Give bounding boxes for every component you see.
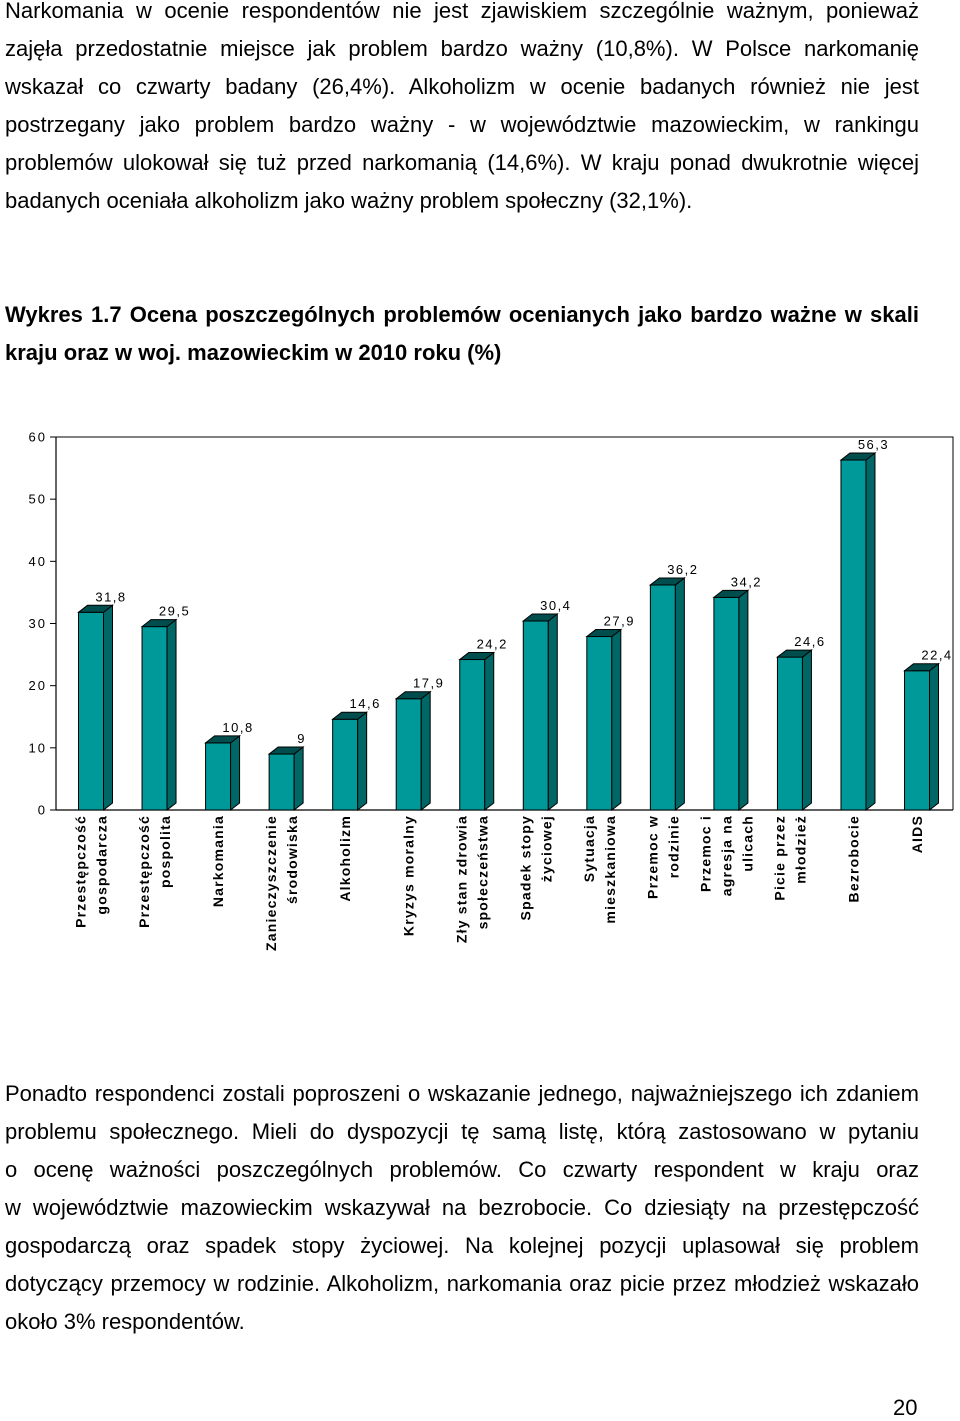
category-label: mieszkaniowa: [601, 815, 618, 924]
y-tick-label: 40: [28, 553, 47, 569]
bar: [841, 460, 866, 810]
category-label: Zły stan zdrowia: [453, 815, 470, 944]
caption-line: kraju oraz w woj. mazowieckim w 2010 roku (%): [5, 340, 502, 365]
bar: [142, 627, 167, 810]
category-label: życiowej: [538, 815, 555, 883]
bar: [905, 671, 930, 810]
bar: [587, 637, 612, 810]
bar-side: [104, 605, 113, 810]
bar: [79, 612, 104, 810]
category-label: Sytuacja: [580, 815, 597, 883]
value-label: 29,5: [158, 603, 191, 619]
value-label: 34,2: [730, 574, 763, 590]
category-label: Spadek stopy: [517, 815, 534, 921]
paragraph-line: około 3% respondentów.: [5, 1309, 245, 1334]
bar-side: [866, 453, 875, 810]
category-label: agresja na: [718, 815, 735, 897]
bar-chart: [0, 420, 960, 980]
paragraph-line: postrzegany jako problem bardzo ważny - w województwie mazowieckim, w rankingu: [5, 112, 919, 137]
bar: [460, 660, 485, 810]
paragraph-line: badanych oceniała alkoholizm jako ważny problem społeczny (32,1%).: [5, 188, 693, 213]
bar-side: [675, 578, 684, 810]
paragraph-line: Ponadto respondenci zostali poproszeni o wskazanie jednego, najważniejszego ich zdaniem: [5, 1081, 919, 1106]
category-label: ulicach: [739, 815, 756, 872]
value-label: 9: [297, 731, 306, 747]
intro-paragraph: [5, 0, 919, 220]
bar-side: [358, 712, 367, 810]
category-label: Alkoholizm: [337, 815, 354, 902]
y-tick-label: 60: [28, 429, 47, 445]
bar: [650, 585, 675, 810]
paragraph-line: problemów ulokował się tuż przed narkomanią (14,6%). W kraju ponad dwukrotnie więcej: [5, 150, 919, 175]
category-label: Przemoc i: [697, 815, 714, 892]
y-tick-label: 20: [28, 678, 47, 694]
bar-side: [739, 590, 748, 810]
bar: [333, 719, 358, 810]
bar-side: [421, 692, 430, 810]
category-label: gospodarcza: [93, 815, 110, 915]
value-label: 36,2: [667, 561, 699, 577]
paragraph-line: wskazał co czwarty badany (26,4%). Alkoholizm w ocenie badanych również nie jest: [5, 74, 919, 99]
category-label: Bezrobocie: [845, 815, 862, 903]
category-label: Kryzys moralny: [400, 815, 417, 937]
paragraph-line: problemu społecznego. Mieli do dyspozycji tę samą listę, którą zastosowano w pytaniu: [5, 1119, 919, 1144]
category-label: środowiska: [284, 815, 301, 905]
caption-line: Wykres 1.7 Ocena poszczególnych problemów ocenianych jako bardzo ważne w skali: [5, 302, 919, 327]
paragraph-line: Narkomania w ocenie respondentów nie jest zjawiskiem szczególnie ważnym, ponieważ: [5, 0, 919, 23]
value-label: 22,4: [921, 647, 953, 663]
bar-side: [930, 664, 939, 810]
bar-side: [548, 614, 557, 810]
category-label: społeczeństwa: [474, 815, 491, 930]
page-number: 20: [893, 1395, 918, 1420]
value-label: 24,6: [794, 634, 826, 650]
paragraph-line: gospodarczą oraz spadek stopy życiowej. Na kolejnej pozycji uplasował się problem: [5, 1233, 919, 1258]
closing-paragraph: [5, 1075, 919, 1341]
y-tick-label: 50: [28, 491, 47, 507]
paragraph-line: dotyczący przemocy w rodzinie. Alkoholizm, narkomania oraz picie przez młodzież wskazało: [5, 1271, 919, 1296]
category-label: młodzież: [792, 815, 809, 884]
value-label: 10,8: [222, 719, 254, 735]
category-label: Przestępczość: [136, 815, 153, 928]
paragraph-line: zajęła przedostatnie miejsce jak problem bardzo ważny (10,8%). W Polsce narkomanię: [5, 36, 919, 61]
bar: [396, 699, 421, 810]
category-label: rodzinie: [665, 815, 682, 879]
value-label: 27,9: [603, 613, 635, 629]
bar-side: [167, 620, 176, 810]
category-label: pospolita: [157, 815, 174, 889]
category-label: Przestępczość: [72, 815, 89, 928]
bar: [206, 743, 231, 810]
paragraph-line: w województwie mazowieckim wskazywał na bezrobocie. Co dziesiąty na przestępczość: [5, 1195, 919, 1220]
y-tick-label: 10: [28, 740, 47, 756]
y-tick-label: 30: [28, 616, 47, 631]
plot-frame: [56, 437, 953, 810]
bar-side: [231, 736, 240, 810]
bar-side: [612, 630, 621, 810]
bar-side: [485, 653, 494, 810]
bar: [523, 621, 548, 810]
bar: [777, 657, 802, 810]
value-label: 56,3: [857, 437, 890, 453]
bar: [714, 597, 739, 810]
bar-side: [802, 650, 811, 810]
category-label: Narkomania: [210, 815, 227, 908]
category-label: Zanieczyszczenie: [263, 815, 280, 951]
figure-caption: [5, 296, 919, 372]
value-label: 17,9: [413, 675, 445, 691]
value-label: 31,8: [95, 589, 127, 605]
value-label: 24,2: [476, 636, 508, 652]
category-label: Przemoc w: [644, 815, 661, 899]
category-label: Picie przez: [771, 815, 788, 901]
y-tick-label: 0: [37, 802, 47, 818]
bar-side: [294, 747, 303, 810]
value-label: 14,6: [349, 696, 381, 712]
bar: [269, 754, 294, 810]
category-label: AIDS: [909, 815, 926, 854]
value-label: 30,4: [540, 598, 572, 614]
paragraph-line: o ocenę ważności poszczególnych problemów. Co czwarty respondent w kraju oraz: [5, 1157, 919, 1182]
